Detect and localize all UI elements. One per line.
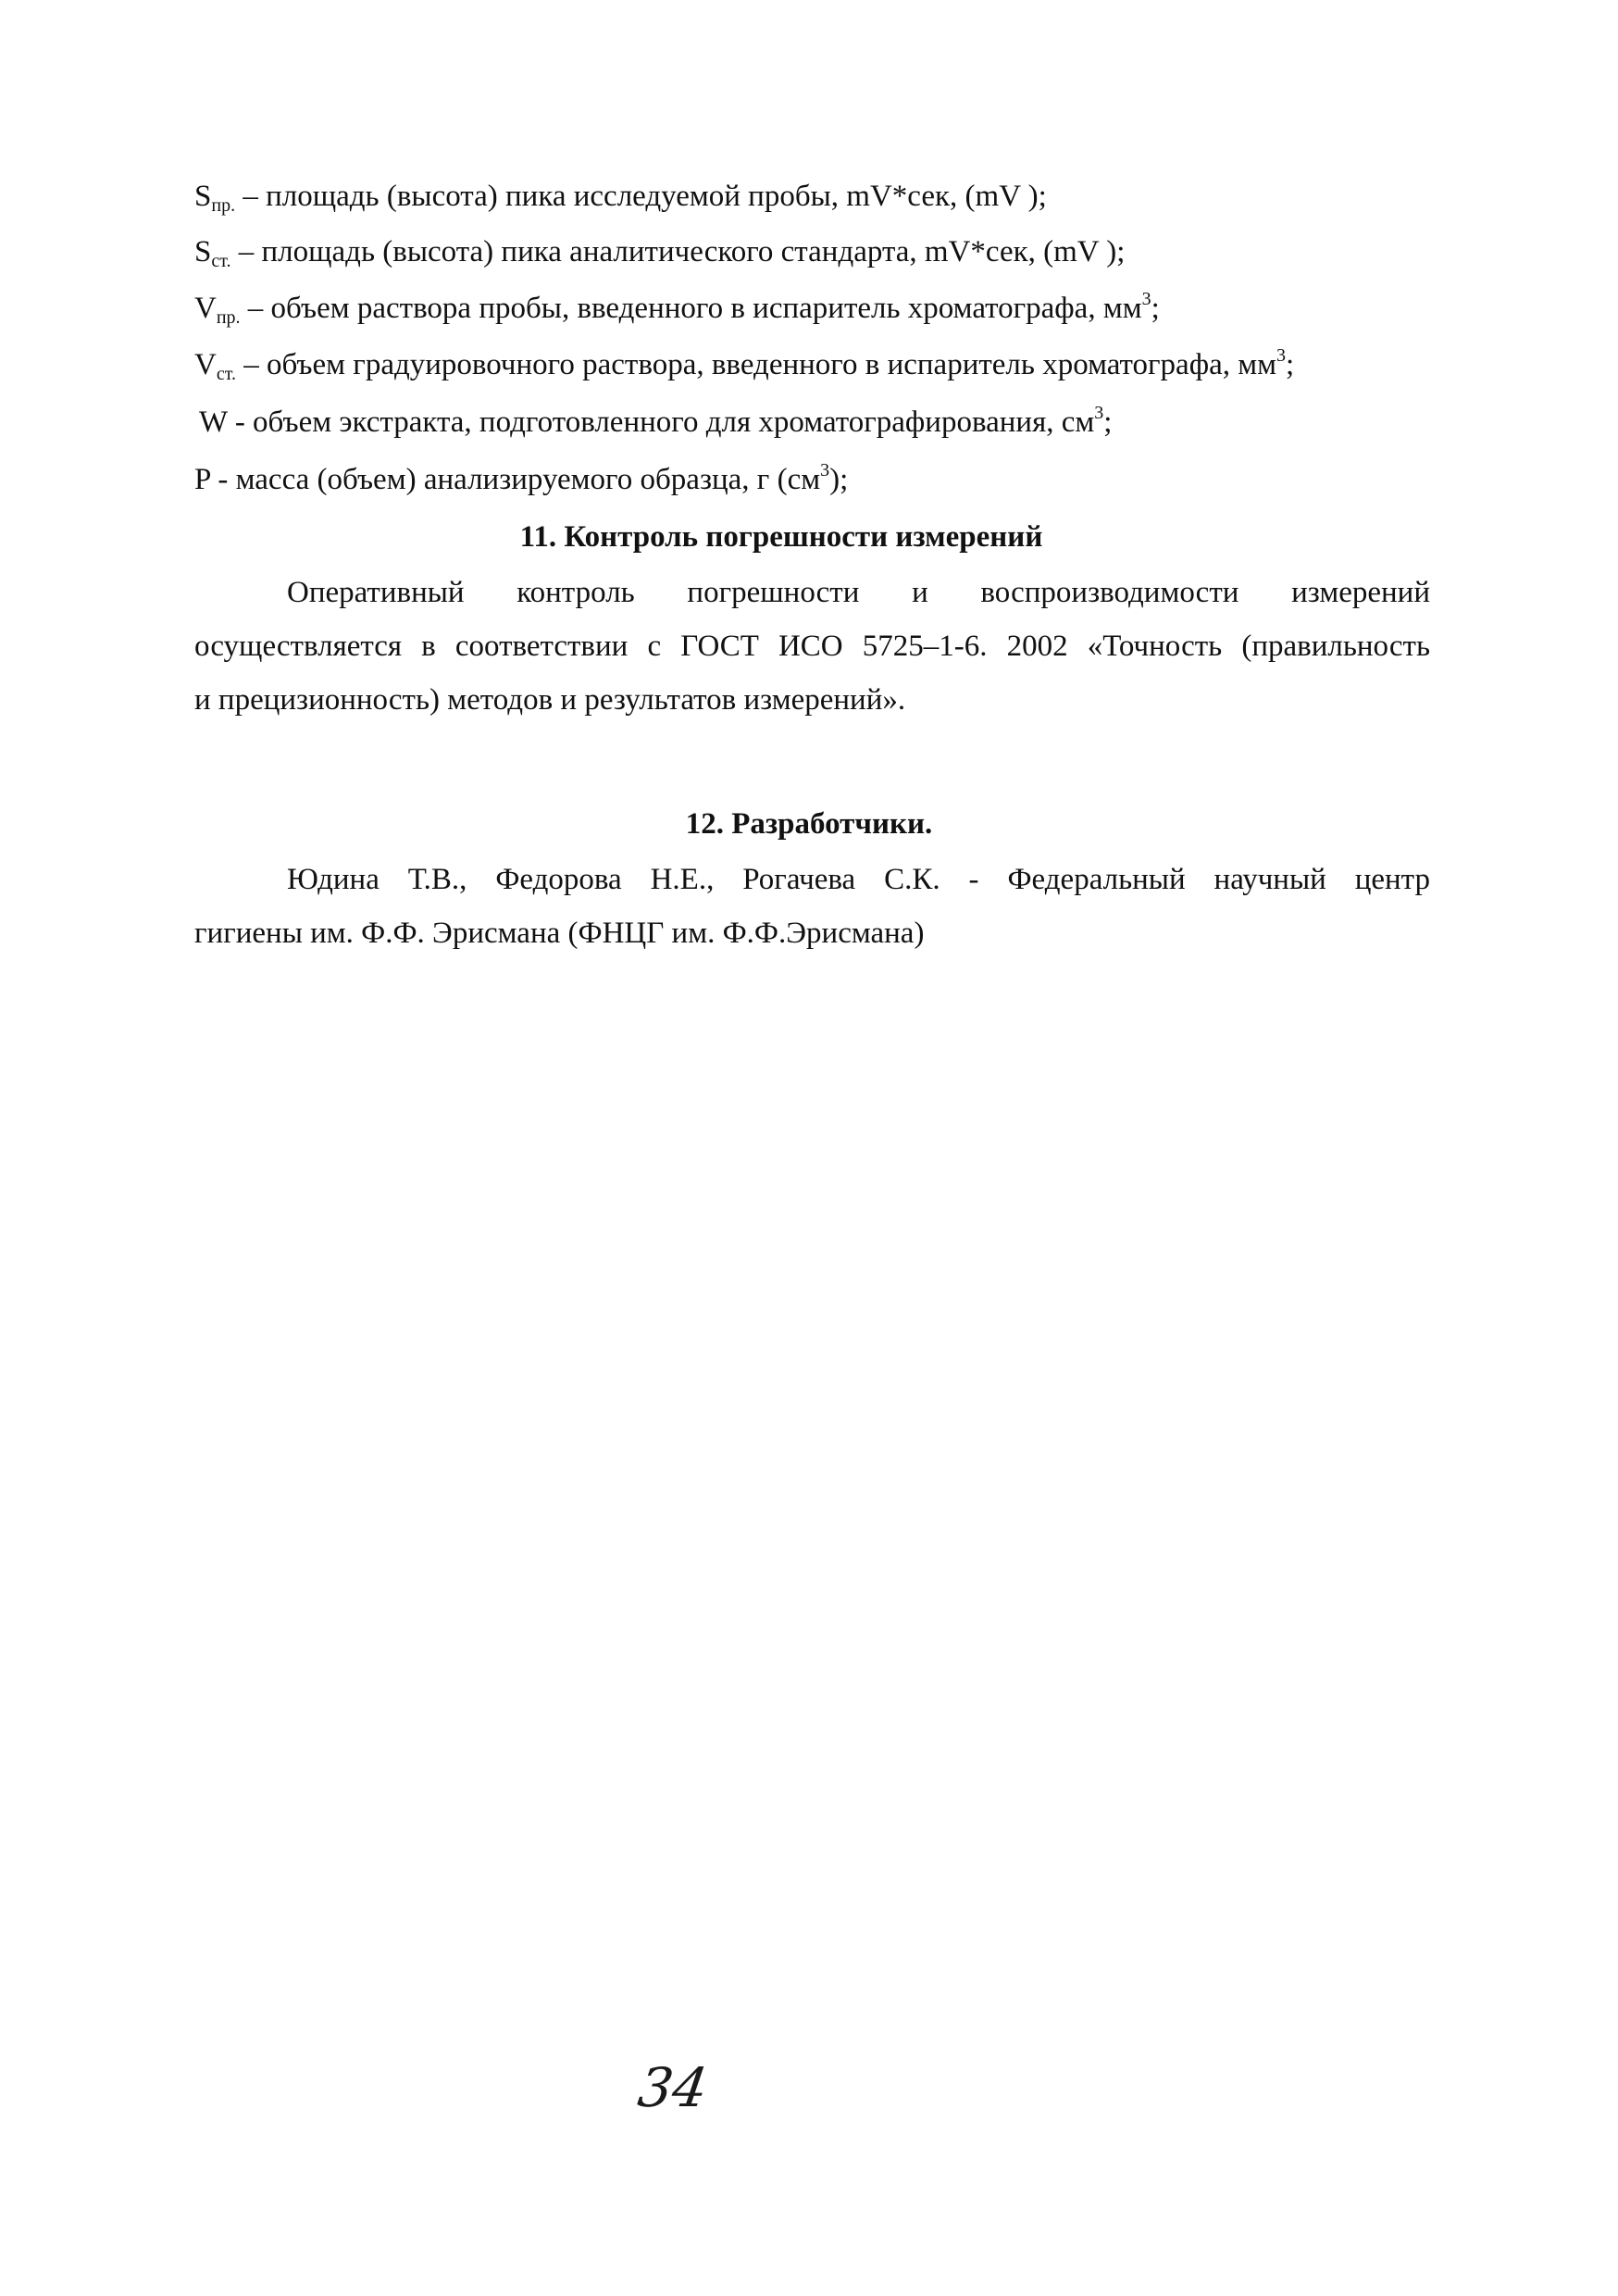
- definition-subscript: пр.: [211, 195, 236, 216]
- paragraph-line: гигиены им. Ф.Ф. Эрисмана (ФНЦГ им. Ф.Ф.Эрисмана): [194, 917, 925, 950]
- definition-tail: );: [829, 463, 849, 496]
- definition-s-pr: [194, 178, 1047, 215]
- definition-v-pr: [194, 290, 1160, 327]
- definition-symbol: P: [194, 463, 211, 496]
- paragraph-line: осуществляется в соответствии с ГОСТ ИСО 5725–1-6. 2002 «Точность (правильность: [194, 630, 1430, 663]
- section-11-heading: 11. Контроль погрешности измерений: [519, 520, 1043, 554]
- definition-p: [194, 461, 848, 498]
- definition-text: – объем раствора пробы, введенного в испаритель хроматографа, мм: [240, 292, 1142, 325]
- definition-symbol: S: [194, 180, 212, 213]
- definition-subscript: ст.: [211, 251, 231, 271]
- definition-superscript: 3: [1141, 289, 1151, 309]
- section-11-paragraph: [194, 574, 1430, 735]
- definition-s-st: [194, 233, 1125, 270]
- definition-tail: ;: [1151, 292, 1160, 325]
- definition-superscript: 3: [820, 460, 830, 480]
- definition-text: - объем экстракта, подготовленного для хроматографирования, см: [227, 406, 1095, 439]
- section-12-paragraph: [194, 861, 1430, 968]
- paragraph-line: Юдина Т.В., Федорова Н.Е., Рогачева С.К. - Федеральный научный центр: [287, 863, 1430, 896]
- definition-superscript: 3: [1094, 403, 1104, 423]
- definition-tail: ;: [1103, 406, 1113, 439]
- definition-text: – площадь (высота) пика исследуемой пробы, mV*сек, (mV );: [235, 180, 1047, 213]
- definition-superscript: 3: [1276, 345, 1286, 366]
- definition-symbol: W: [199, 406, 228, 439]
- definition-symbol: V: [194, 292, 217, 325]
- definition-text: - масса (объем) анализируемого образца, г (см: [210, 463, 821, 496]
- definition-text: – площадь (высота) пика аналитического стандарта, mV*сек, (mV );: [230, 235, 1126, 268]
- paragraph-line: Оперативный контроль погрешности и воспроизводимости измерений: [287, 576, 1430, 609]
- definition-symbol: S: [194, 235, 212, 268]
- section-12-heading: 12. Разработчики.: [685, 807, 933, 841]
- definition-subscript: ст.: [216, 364, 236, 384]
- page-number: 34: [634, 2056, 712, 2119]
- definition-w: [199, 404, 1112, 441]
- definition-v-st: [194, 346, 1294, 383]
- paragraph-line: и прецизионность) методов и результатов измерений».: [194, 683, 906, 717]
- definition-tail: ;: [1285, 348, 1295, 381]
- definition-symbol: V: [194, 348, 217, 381]
- definition-text: – объем градуировочного раствора, введенного в испаритель хроматографа, мм: [235, 348, 1276, 381]
- definition-subscript: пр.: [216, 307, 241, 328]
